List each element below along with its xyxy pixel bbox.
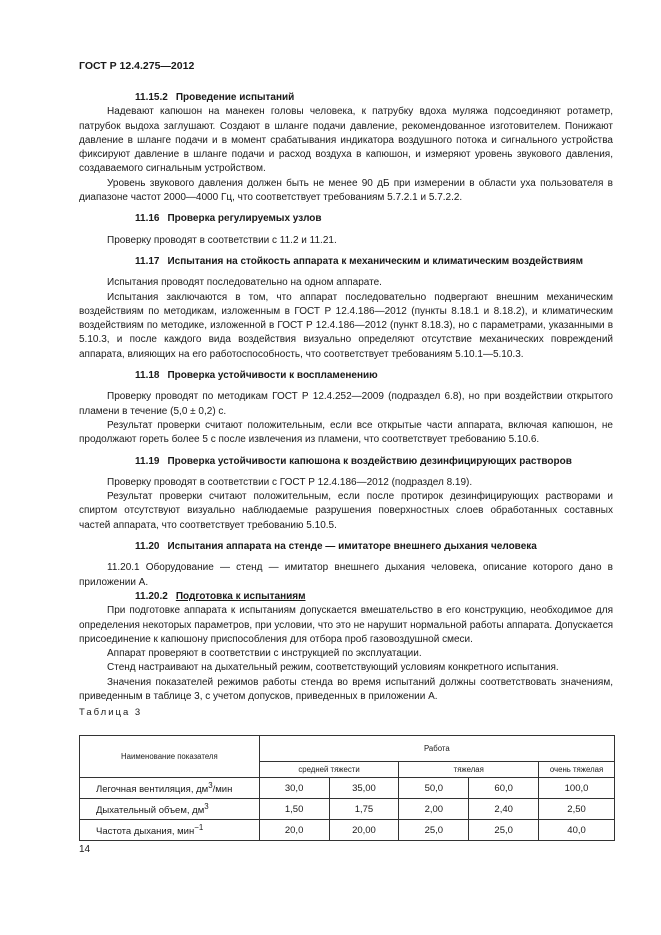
table-cell: 25,0 xyxy=(469,820,539,841)
table-cell: 30,0 xyxy=(259,778,329,799)
table-3 xyxy=(79,735,615,841)
table-row-name: Легочная вентиляция, $дм^3$/мин xyxy=(80,778,260,799)
table-caption: Таблица 3 xyxy=(79,707,143,719)
table-cell: 2,50 xyxy=(539,799,615,820)
paragraph: Проверку проводят по методикам ГОСТ Р 12.4.252—2009 (подраздел 6.8), но при воздействии открытого пламени в течение (5,0 ± 0,2) с. xyxy=(79,391,613,417)
table-cell: 2,40 xyxy=(469,799,539,820)
section-heading: 11.15.2 Проведение испытаний xyxy=(135,92,295,103)
table-group-medium: средней тяжести xyxy=(259,762,399,778)
paragraph: Стенд настраивают на дыхательный режим, соответствующий условиям конкретного испытания. xyxy=(107,662,559,674)
paragraph: Значения показателей режимов работы стенда во время испытаний должны соответствовать значениям, приведенным в таблице 3, с учетом допусков, приведенных в приложении А. xyxy=(79,676,613,702)
paragraph: Проверку проводят в соответствии с 11.2 и 11.21. xyxy=(107,234,337,246)
table-cell: 20,0 xyxy=(259,820,329,841)
page-number: 14 xyxy=(79,844,91,855)
paragraph: Надевают капюшон на манекен головы человека, к патрубку вдоха муляжа подсоединяют ротаметр, патрубок выдоха заглушают. Создают в шланге подачи давление, рекомендованное изготовителем. Понижают давление в шланге подачи и в момент срабатывания индикатора воздушного потока и сигнального устройства фиксируют давление в шланге подачи и расход воздуха в капюшон, и измеряют уровень звукового давления, создаваемого сигнальным устройством. xyxy=(79,106,613,175)
table-row xyxy=(80,799,615,820)
paragraph: При подготовке аппарата к испытаниям допускается вмешательство в его конструкцию, необходимое для определения некоторых параметров, при условии, что это не нарушит нормальной работы аппарата. Допускается присоединение к капюшону приспособления для отбора проб газовоздушной смеси. xyxy=(79,605,613,645)
table-cell: 2,00 xyxy=(399,799,469,820)
table-cell: 60,0 xyxy=(469,778,539,799)
table-row-name: Дыхательный объем, $дм^3$ xyxy=(80,799,260,820)
paragraph: Результат проверки считают положительным, если все открытые части аппарата, включая капюшон, не продолжают гореть более 5 с после извлечения из пламени, что соответствует требованию 5.10.6. xyxy=(79,419,613,446)
table-row xyxy=(80,778,615,799)
table-group-label: Работа xyxy=(259,736,614,762)
table-group-heavy: тяжелая xyxy=(399,762,539,778)
paragraph: Испытания заключаются в том, что аппарат последовательно подвергают внешним механическим воздействиям по методикам, изложенным в ГОСТ Р 12.4.186—2012 (пункты 8.18.1 и 8.18.2), и климатическим воздействиям по методике, изложенной в ГОСТ Р 12.4.186—2012 (пункт 8.18.3), но с параметрами, указанными в 5.10.3, и после каждого вида воздействия визуально определяют отсутствие механических повреждений аппарата, влияющих на его работоспособность, что соответствует требованиям 5.10.1—5.10.3. xyxy=(79,291,613,360)
table-cell: 35,00 xyxy=(329,778,399,799)
table-row-name: Частота дыхания, мин$^{-1}$ xyxy=(80,820,260,841)
paragraph: Результат проверки считают положительным, если после протирок дезинфицирующих растворами и спиртом отсутствуют визуально наблюдаемые разрушения поверхностных слоев обработанных составных частей аппарата, что соответствует требованию 5.10.5. xyxy=(79,491,613,531)
paragraph: Уровень звукового давления должен быть не менее 90 дБ при измерении в области уха пользователя в диапазоне частот 2000—4000 Гц, что соответствует требованиям 5.7.2.1 и 5.7.2.2. xyxy=(79,177,613,204)
table-cell: 50,0 xyxy=(399,778,469,799)
table-cell: 1,50 xyxy=(259,799,329,820)
paragraph: Испытания проводят последовательно на одном аппарате. xyxy=(107,277,382,289)
table-cell: 25,0 xyxy=(399,820,469,841)
table-cell: 1,75 xyxy=(329,799,399,820)
section-heading: 11.20 Испытания аппарата на стенде — имитаторе внешнего дыхания человека xyxy=(135,541,537,553)
document-body xyxy=(79,91,613,721)
section-heading: 11.16 Проверка регулируемых узлов xyxy=(135,213,322,225)
section-heading: 11.18 Проверка устойчивости к воспламенению xyxy=(135,370,378,382)
document-header: ГОСТ Р 12.4.275—2012 xyxy=(79,60,195,72)
section-heading: 11.17 Испытания на стойкость аппарата к механическим и климатическим воздействиям xyxy=(135,255,583,267)
paragraph: Аппарат проверяют в соответствии с инструкцией по эксплуатации. xyxy=(107,648,422,660)
paragraph: Проверку проводят в соответствии с ГОСТ Р 12.4.186—2012 (подраздел 8.19). xyxy=(107,476,473,488)
section-heading: 11.19 Проверка устойчивости капюшона к воздействию дезинфицирующих растворов xyxy=(135,455,572,467)
table-group-very-heavy: очень тяжелая xyxy=(539,762,615,778)
table-cell: 100,0 xyxy=(539,778,615,799)
paragraph: 11.20.1 Оборудование — стенд — имитатор внешнего дыхания человека, описание которого дано в приложении А. xyxy=(79,562,613,588)
subsection-heading: 11.20.2 Подготовка к испытаниям xyxy=(135,590,306,602)
table-cell: 40,0 xyxy=(539,820,615,841)
table-row xyxy=(80,820,615,841)
table-cell: 20,00 xyxy=(329,820,399,841)
table-row-header-label: Наименование показателя xyxy=(80,736,260,778)
